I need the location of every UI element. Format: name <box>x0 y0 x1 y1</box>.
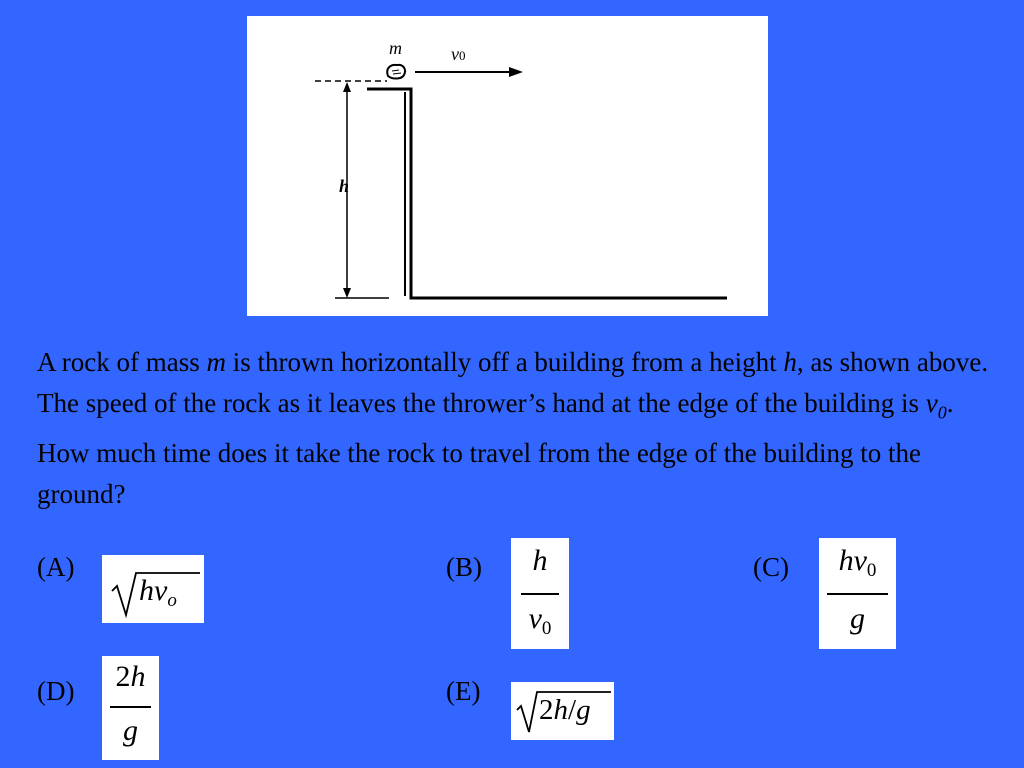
option-d-label: (D) <box>37 676 75 706</box>
diagram-drawing <box>247 16 768 316</box>
question-part-2: is thrown horizontally off a building from a height <box>225 347 784 377</box>
velocity-label-var: v <box>451 44 459 64</box>
option-c-denominator: g <box>850 602 865 635</box>
mass-label: m <box>389 38 402 58</box>
height-arrow-head-top <box>343 82 351 92</box>
option-b-label: (B) <box>446 552 482 582</box>
question-var-m: m <box>206 347 226 377</box>
option-c-fraction-bar <box>827 593 888 595</box>
option-a-label: (A) <box>37 552 75 582</box>
height-arrow-head-bottom <box>343 288 351 298</box>
option-c-label: (C) <box>753 552 789 582</box>
projectile-diagram <box>247 16 768 316</box>
height-label: h <box>339 176 350 196</box>
velocity-arrow-head <box>509 67 523 77</box>
option-a-formula <box>102 555 204 623</box>
option-d-fraction-bar <box>110 706 151 708</box>
question-part-3: , as shown above. The speed of the rock as it leaves the thrower’s hand at the edge of the building is <box>37 347 989 418</box>
building-outline <box>367 89 727 298</box>
option-b-fraction-bar <box>521 593 559 595</box>
question-var-h: h <box>783 347 797 377</box>
question-part-4: . How much time does it take the rock to travel from the edge of the building to the ground? <box>37 388 954 510</box>
rock-icon <box>387 65 405 79</box>
option-c-formula <box>819 538 896 649</box>
option-d-denominator: g <box>123 714 138 747</box>
option-d-formula <box>102 656 159 760</box>
option-b-formula <box>511 538 569 649</box>
option-e-label: (E) <box>446 676 481 706</box>
option-e-radicand: 2h/g <box>539 694 591 726</box>
question-var-v: $v_0$ <box>925 388 947 423</box>
velocity-label-sub: 0 <box>459 48 466 63</box>
option-e-formula <box>511 682 614 740</box>
question-part-1: A rock of mass <box>37 347 207 377</box>
option-a-radicand: $hv_o$ <box>139 574 177 611</box>
velocity-label <box>451 44 466 65</box>
question-text <box>37 342 997 515</box>
option-b-denominator: $v_0$ <box>528 602 552 639</box>
option-d-numerator: 2h <box>115 660 146 693</box>
option-c-numerator: $hv_0$ <box>838 544 877 581</box>
option-b-numerator: h <box>532 544 548 577</box>
